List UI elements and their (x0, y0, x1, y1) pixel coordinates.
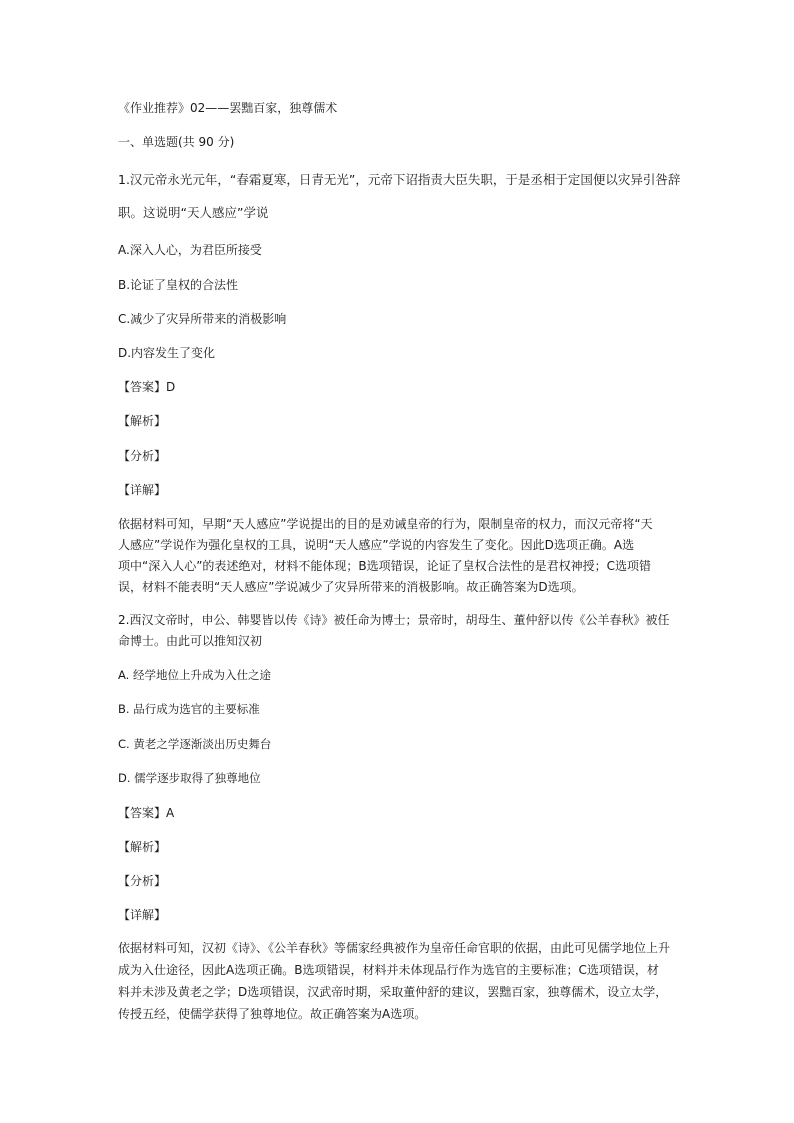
document-title: 《作业推荐》02——罢黜百家，独尊儒术 (118, 101, 338, 115)
q1-analysis-label: 【解析】 (118, 414, 167, 428)
q1-detail-line: 误，材料不能表明“天人感应”学说减少了灾异所带来的消极影响。故正确答案为D选项。 (118, 580, 584, 594)
q2-detail-line: 依据材料可知，汉初《诗》、《公羊春秋》等儒家经典被作为皇帝任命官职的依据，由此可见儒学地位上升 (118, 941, 671, 955)
q1-fenxi-label: 【分析】 (118, 449, 167, 463)
q2-detail-line: 料并未涉及黄老之学；D选项错误，汉武帝时期，采取董仲舒的建议，罢黜百家，独尊儒术，设立太学， (118, 985, 668, 999)
q2-fenxi-label: 【分析】 (118, 874, 167, 888)
q1-detail-line: 人感应”学说作为强化皇权的工具，说明“天人感应”学说的内容发生了变化。因此D选项正确。A选 (118, 538, 635, 552)
q1-option-a: A.深入人心，为君臣所接受 (118, 243, 262, 257)
q1-answer: 【答案】D (118, 380, 176, 394)
q1-stem-line2: 职。这说明“天人感应”学说 (118, 205, 269, 220)
q2-stem-line2: 命博士。由此可以推知汉初 (118, 634, 263, 648)
q2-option-a: A. 经学地位上升成为入仕之途 (118, 668, 271, 682)
section-heading: 一、单选题(共 90 分) (118, 135, 235, 149)
q2-detail-label: 【详解】 (118, 908, 167, 922)
q1-stem-line1: 1.汉元帝永光元年，“春霜夏寒，日青无光”，元帝下诏指责大臣失职，于是丞相于定国便以灾异引咎辞 (118, 172, 681, 187)
q1-detail-line: 依据材料可知，早期“天人感应”学说提出的目的是劝诫皇帝的行为，限制皇帝的权力，而汉元帝将“天 (118, 517, 653, 531)
q2-detail-line: 传授五经，使儒学获得了独尊地位。故正确答案为A选项。 (118, 1007, 427, 1021)
q1-option-b: B.论证了皇权的合法性 (118, 278, 239, 292)
q2-analysis-label: 【解析】 (118, 840, 167, 854)
q1-detail-label: 【详解】 (118, 483, 167, 497)
q2-option-c: C. 黄老之学逐渐淡出历史舞台 (118, 737, 272, 751)
q2-detail-line: 成为入仕途径，因此A选项正确。B选项错误，材料并未体现品行作为选官的主要标准；C选项错误，材 (118, 963, 659, 977)
q2-option-b: B. 品行成为选官的主要标准 (118, 702, 260, 716)
q1-detail-line: 项中“深入人心”的表述绝对，材料不能体现；B选项错误，论证了皇权合法性的是君权神授；C选项错 (118, 559, 652, 573)
q2-answer: 【答案】A (118, 806, 175, 820)
q2-stem-line1: 2.西汉文帝时，申公、韩婴皆以传《诗》被任命为博士；景帝时，胡母生、董仲舒以传《公羊春秋》被任 (118, 613, 670, 627)
q1-option-c: C.减少了灾异所带来的消极影响 (118, 312, 287, 326)
q2-option-d: D. 儒学逐步取得了独尊地位 (118, 771, 261, 785)
q1-option-d: D.内容发生了变化 (118, 346, 216, 360)
